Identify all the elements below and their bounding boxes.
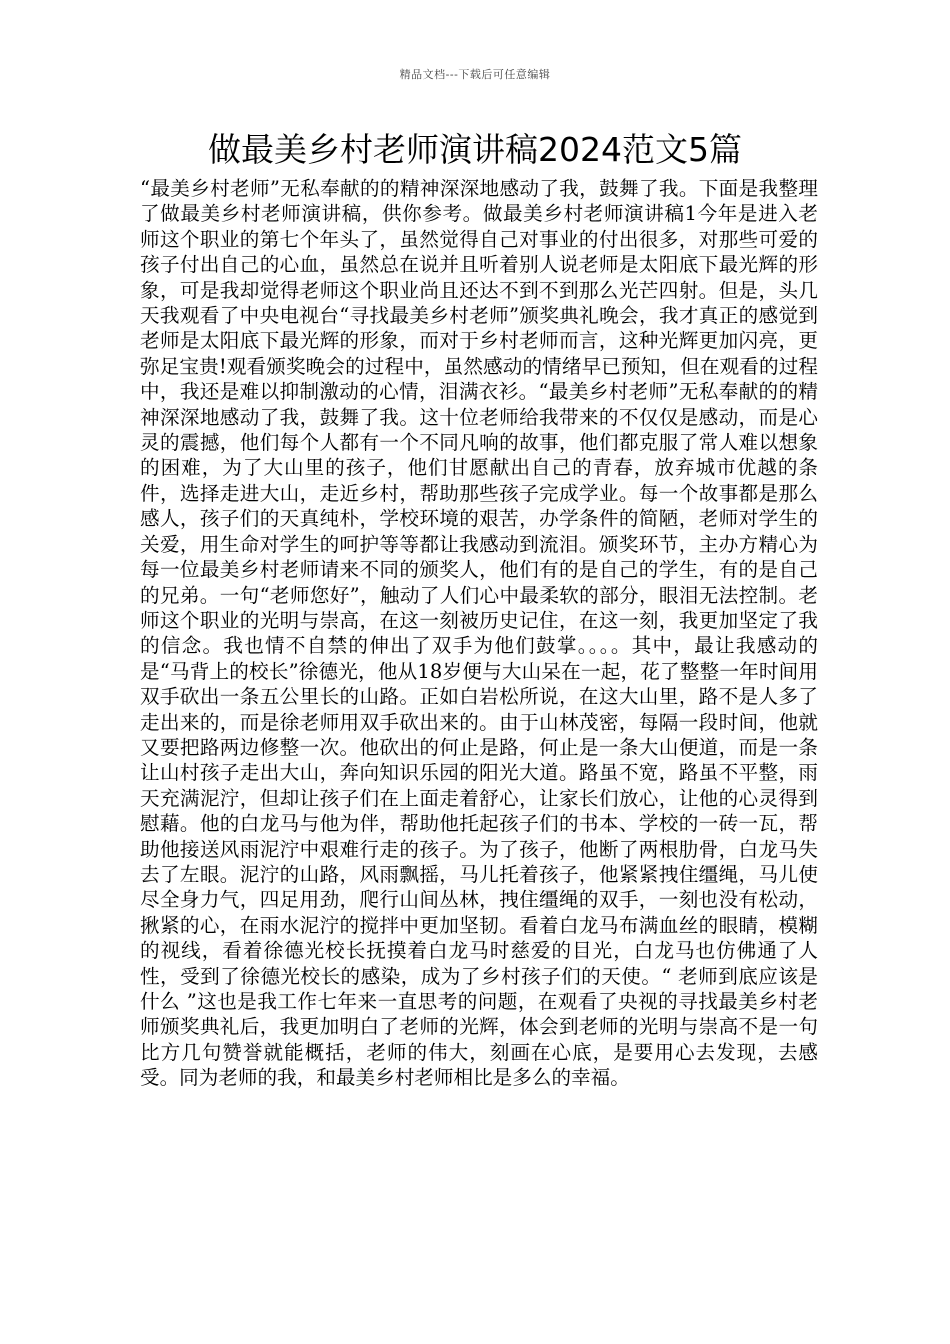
header-note: 精品文档---下载后可任意编辑 xyxy=(399,68,551,81)
document-title: 做最美乡村老师演讲稿2024范文5篇 xyxy=(208,130,742,169)
body-paragraph: “最美乡村老师”无私奉献的的精神深深地感动了我，鼓舞了我。下面是我整理了做最美乡村老师演讲稿，供你参考。做最美乡村老师演讲稿1今年是进入老师这个职业的第七个年头了，虽然觉得自己对事业的付出很多，对那些可爱的孩子付出自己的心血，虽然总在说并且听着别人说老师是太阳底下最光辉的形象，可是我却觉得老师这个职业尚且还达不到不到那么光芒四射。但是，头几天我观看了中央电视台“寻找最美乡村老师”颁奖典礼晚会，我才真正的感觉到老师是太阳底下最光辉的形象，而对于乡村老师而言，这种光辉更加闪亮，更弥足宝贵!观看颁奖晚会的过程中，虽然感动的情绪早已预知，但在观看的过程中，我还是难以抑制激动的心情，泪满衣衫。“最美乡村老师”无私奉献的的精神深深地感动了我，鼓舞了我。这十位老师给我带来的不仅仅是感动，而是心灵的震撼，他们每个人都有一个不同凡响的故事，他们都克服了常人难以想象的困难，为了大山里的孩子，他们甘愿献出自己的青春，放弃城市优越的条件，选择走进大山，走近乡村，帮助那些孩子完成学业。每一个故事都是那么感人，孩子们的天真纯朴，学校环境的艰苦，办学条件的简陋，老师对学生的关爱，用生命对学生的呵护等等都让我感动到流泪。颁奖环节，主办方精心为每一位最美乡村老师请来不同的颁奖人，他们有的是自己的学生，有的是自己的兄弟。一句“老师您好”，触动了人们心中最柔软的部分，眼泪无法控制。老师这个职业的光明与崇高，在这一刻被历史记住，在这一刻，我更加坚定了我的信念。我也情不自禁的伸出了双手为他们鼓掌。。。。其中，最让我感动的是“马背上的校长”徐德光，他从18岁便与大山呆在一起，花了整整一年时间用双手砍出一条五公里长的山路。正如白岩松所说，在这大山里，路不是人多了走出来的，而是徐老师用双手砍出来的。由于山林茂密，每隔一段时间，他就又要把路两边修整一次。他砍出的何止是路，何止是一条大山便道，而是一条让山村孩子走出大山，奔向知识乐园的阳光大道。路虽不宽，路虽不平整，雨天充满泥泞，但却让孩子们在上面走着舒心，让家长们放心，让他的心灵得到慰藉。他的白龙马与他为伴，帮助他托起孩子们的书本、学校的一砖一瓦，帮助他接送风雨泥泞中艰难行走的孩子。为了孩子，他断了两根肋骨，白龙马失去了左眼。泥泞的山路，风雨飘摇，马儿托着孩子，他紧紧拽住缰绳，马儿使尽全身力气，四足用劲，爬行山间丛林，拽住缰绳的双手，一刻也没有松动，揪紧的心，在雨水泥泞的搅拌中更加坚韧。看着白龙马布满血丝的眼睛，模糊的视线，看着徐德光校长抚摸着白龙马时慈爱的目光，白龙马也仿佛通了人性，受到了徐德光校长的感染，成为了乡村孩子们的天使。“ 老师到底应该是什么 ”这也是我工作七年来一直思考的问题，在观看了央视的寻找最美乡村老师颁奖典礼后，我更加明白了老师的光辉，体会到老师的光明与崇高不是一句比方几句赞誉就能概括，老师的伟大，刻画在心底，是要用心去发现，去感受。同为老师的我，和最美乡村老师相比是多么的幸福。 xyxy=(140,177,818,1090)
